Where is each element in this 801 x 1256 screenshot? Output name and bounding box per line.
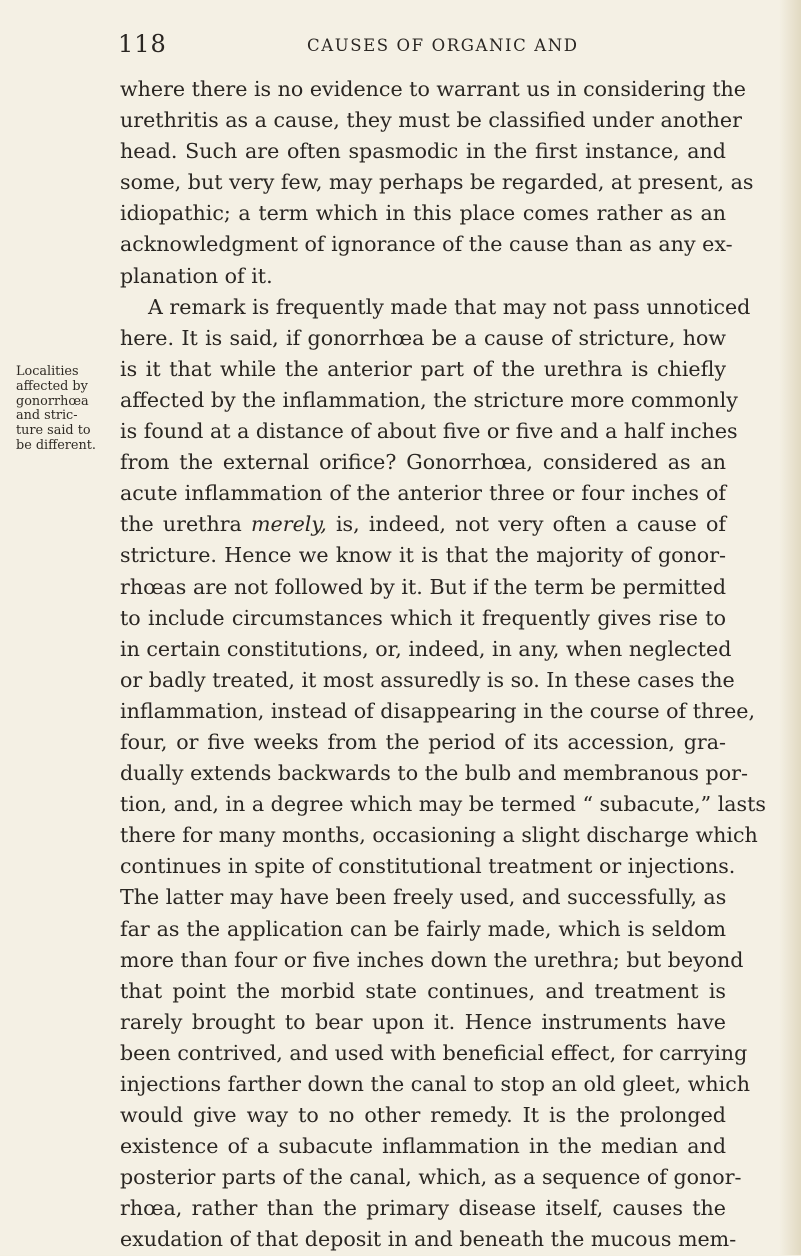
text-line: where there is no evidence to warrant us in considering the	[120, 77, 746, 101]
text-line: urethritis as a cause, they must be classified under another	[120, 108, 742, 133]
margin-note-line: Localities	[16, 364, 79, 379]
running-head: CAUSES OF ORGANIC AND	[307, 36, 579, 55]
text-line: tion, and, in a degree which may be termed “ subacute,” lasts	[120, 792, 766, 817]
margin-note	[16, 365, 120, 454]
margin-note-line: and stric-	[16, 408, 78, 424]
text-line: far as the application can be fairly made, which is seldom	[120, 916, 726, 941]
text-line: four, or five weeks from the period of its accession, gra-	[120, 729, 726, 754]
text-segment: the urethra	[120, 512, 242, 537]
text-line: idiopathic; a term which in this place comes rather as an	[120, 201, 726, 226]
body-text	[120, 74, 766, 1256]
text-line: in certain constitutions, or, indeed, in any, when neglected	[120, 636, 732, 661]
text-line: posterior parts of the canal, which, as a sequence of gonor-	[120, 1165, 742, 1190]
margin-note-line: ture said to	[16, 423, 91, 439]
text-line: to include circumstances which it frequently gives rise to	[120, 605, 726, 630]
text-line: planation of it.	[120, 263, 273, 288]
margin-note-line: gonorrhœa	[16, 393, 89, 409]
text-line: some, but very few, may perhaps be regarded, at present, as	[120, 170, 754, 195]
text-line: would give way to no other remedy. It is the prolonged	[120, 1103, 726, 1128]
page-number: 118	[118, 30, 167, 58]
text-line: acute inflammation of the anterior three or four inches of	[120, 481, 726, 506]
text-line: head. Such are often spasmodic in the first instance, and	[120, 139, 726, 164]
text-line: here. It is said, if gonorrhœa be a cause of stricture, how	[120, 325, 726, 350]
text-line: rarely brought to bear upon it. Hence instruments have	[120, 1009, 726, 1034]
text-line: continues in spite of constitutional treatment or injections.	[120, 854, 736, 879]
text-line: acknowledgment of ignorance of the cause than as any ex-	[120, 232, 733, 257]
text-line: been contrived, and used with beneficial effect, for carrying	[120, 1040, 748, 1065]
text-line: A remark is frequently made that may not pass unnoticed	[148, 294, 751, 319]
text-line: existence of a subacute inflammation in the median and	[120, 1134, 726, 1159]
text-line: The latter may have been freely used, and successfully, as	[120, 885, 727, 910]
text-line: is found at a distance of about five or five and a half inches	[120, 419, 738, 444]
text-line: rhœas are not followed by it. But if the term be permitted	[120, 574, 726, 599]
italic-word: merely,	[251, 512, 327, 537]
text-line-with-italic	[120, 509, 726, 540]
text-line: rhœa, rather than the primary disease itself, causes the	[120, 1196, 726, 1221]
margin-note-line: affected by	[16, 378, 88, 394]
text-line: there for many months, occasioning a slight discharge which	[120, 823, 758, 848]
text-line: that point the morbid state continues, and treatment is	[120, 978, 726, 1003]
text-line: or badly treated, it most assuredly is so. In these cases the	[120, 667, 735, 692]
text-segment: is, indeed, not very often a cause of	[335, 512, 727, 537]
text-line: is it that while the anterior part of the urethra is chiefly	[120, 356, 726, 381]
text-line: from the external orifice? Gonorrhœa, considered as an	[120, 450, 726, 475]
text-line: inflammation, instead of disappearing in the course of three,	[120, 698, 756, 723]
text-line: exudation of that deposit in and beneath the mucous mem-	[120, 1227, 737, 1252]
margin-note-line: be different.	[16, 437, 96, 453]
text-line: affected by the inflammation, the stricture more commonly	[120, 387, 738, 412]
text-line: dually extends backwards to the bulb and membranous por-	[120, 761, 748, 786]
text-line: injections farther down the canal to stop an old gleet, which	[120, 1072, 751, 1096]
page-header	[0, 30, 801, 60]
text-line: stricture. Hence we know it is that the majority of gonor-	[120, 543, 726, 568]
text-line: more than four or five inches down the urethra; but beyond	[120, 947, 744, 972]
